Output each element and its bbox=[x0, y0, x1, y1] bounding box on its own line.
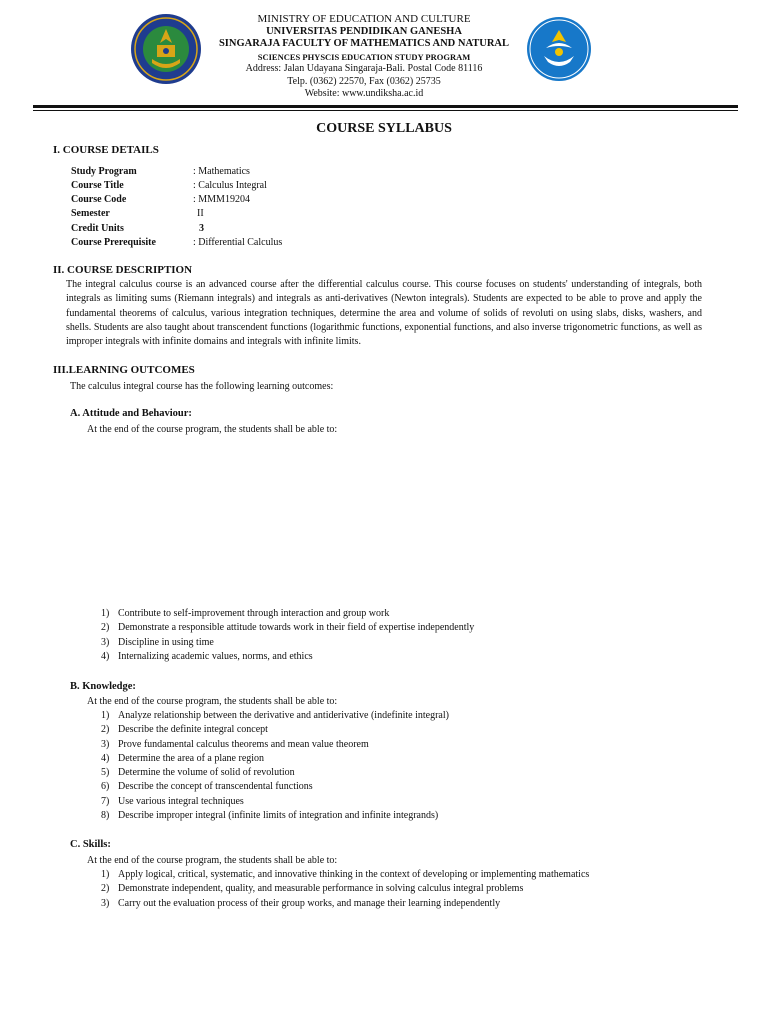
address: Address: Jalan Udayana Singaraja-Bali. Postal Code 81116 bbox=[245, 63, 483, 74]
knowledge-list bbox=[101, 709, 449, 823]
list-item: 8) Describe improper integral (infinite limits of integration and infinite integrands) bbox=[101, 810, 439, 822]
header-rule-thin bbox=[33, 110, 738, 111]
list-item: 7) Use various integral techniques bbox=[101, 795, 244, 807]
program-name: SCIENCES PHYSCIS EDUCATION STUDY PROGRAM bbox=[257, 51, 471, 62]
learning-outcomes-intro: The calculus integral course has the following learning outcomes: bbox=[70, 381, 334, 392]
list-item: 6) Describe the concept of transcendental functions bbox=[101, 781, 313, 793]
detail-label: Course Code bbox=[71, 194, 127, 205]
detail-value: II bbox=[197, 208, 204, 219]
detail-value: : Calculus Integral bbox=[193, 180, 267, 191]
ministry-name: MINISTRY OF EDUCATION AND CULTURE bbox=[257, 13, 471, 25]
detail-label: Course Title bbox=[71, 180, 124, 191]
university-logo bbox=[130, 13, 202, 85]
detail-value: : MMM19204 bbox=[193, 194, 250, 205]
tut-wuri-handayani-icon bbox=[526, 16, 592, 82]
knowledge-lead: At the end of the course program, the students shall be able to: bbox=[87, 696, 338, 707]
detail-value: : Differential Calculus bbox=[193, 237, 283, 248]
header-rule-thick bbox=[33, 105, 738, 108]
university-seal-icon bbox=[130, 13, 202, 85]
course-description-text: The integral calculus course is an advanced course after the differential calculus course. This course focuses on students' understanding of integrals, both integrals as limiting sums (Riemann integrals) and integrals as anti-derivatives (Newton integrals). Students are expected to be able to prove and apply the fundamental theorems of calculus, various integration techniques, determine the area and volume of solids of revoluti on using slabs, disks, washers, and shells. Students are also taught about transcendent functions (logarithmic functions, exponential functions, and also inverse trigonometric functions, as well as improper integrals with infinite domains and integrals with infinite limits. bbox=[66, 279, 702, 348]
detail-label: Study Program bbox=[71, 166, 137, 177]
section-course-details-heading: I. COURSE DETAILS bbox=[53, 144, 159, 156]
list-item: 3) Prove fundamental calculus theorems and mean value theorem bbox=[101, 738, 369, 750]
list-item: 1) Contribute to self-improvement through interaction and group work bbox=[101, 608, 390, 619]
list-item: 1) Analyze relationship between the derivative and antiderivative (indefinite integral) bbox=[101, 710, 449, 721]
phone-fax: Telp. (0362) 22570, Fax (0362) 25735 bbox=[287, 75, 441, 87]
website: Website: www.undiksha.ac.id bbox=[304, 88, 424, 99]
detail-value: : Mathematics bbox=[193, 166, 250, 177]
skills-list bbox=[101, 868, 589, 911]
list-item: 5) Determine the volume of solid of revolution bbox=[101, 767, 295, 779]
detail-label: Credit Units bbox=[71, 223, 124, 234]
faculty-name: SINGARAJA FACULTY OF MATHEMATICS AND NATURAL bbox=[218, 38, 510, 49]
list-item: 2) Describe the definite integral concept bbox=[101, 724, 268, 736]
skills-lead: At the end of the course program, the students shall be able to: bbox=[87, 855, 338, 866]
list-item: 2) Demonstrate independent, quality, and measurable performance in solving calculus integral problems bbox=[101, 883, 524, 895]
attitude-list bbox=[101, 607, 474, 664]
section-course-description-heading: II. COURSE DESCRIPTION bbox=[53, 264, 193, 276]
list-item: 3) Discipline in using time bbox=[101, 636, 214, 648]
knowledge-heading: B. Knowledge: bbox=[70, 681, 136, 692]
document-title: COURSE SYLLABUS bbox=[316, 121, 452, 136]
attitude-lead: At the end of the course program, the students shall be able to: bbox=[87, 424, 338, 435]
detail-label: Course Prerequisite bbox=[71, 237, 156, 248]
ministry-logo bbox=[526, 16, 592, 82]
list-item: 3) Carry out the evaluation process of their group works, and manage their learning independently bbox=[101, 897, 501, 909]
section-learning-outcomes-heading: III.LEARNING OUTCOMES bbox=[53, 364, 195, 376]
list-item: 1) Apply logical, critical, systematic, and innovative thinking in the context of developing or implementing mathematics bbox=[101, 869, 590, 880]
university-name: UNIVERSITAS PENDIDIKAN GANESHA bbox=[266, 25, 462, 37]
list-item: 4) Determine the area of a plane region bbox=[101, 752, 265, 764]
detail-value: 3 bbox=[199, 223, 204, 234]
detail-label: Semester bbox=[71, 208, 110, 219]
list-item: 2) Demonstrate a responsible attitude towards work in their field of expertise independently bbox=[101, 622, 475, 634]
attitude-heading: A. Attitude and Behaviour: bbox=[70, 408, 192, 419]
list-item: 4) Internalizing academic values, norms, and ethics bbox=[101, 650, 313, 662]
skills-heading: C. Skills: bbox=[70, 839, 111, 850]
letterhead bbox=[200, 13, 528, 101]
